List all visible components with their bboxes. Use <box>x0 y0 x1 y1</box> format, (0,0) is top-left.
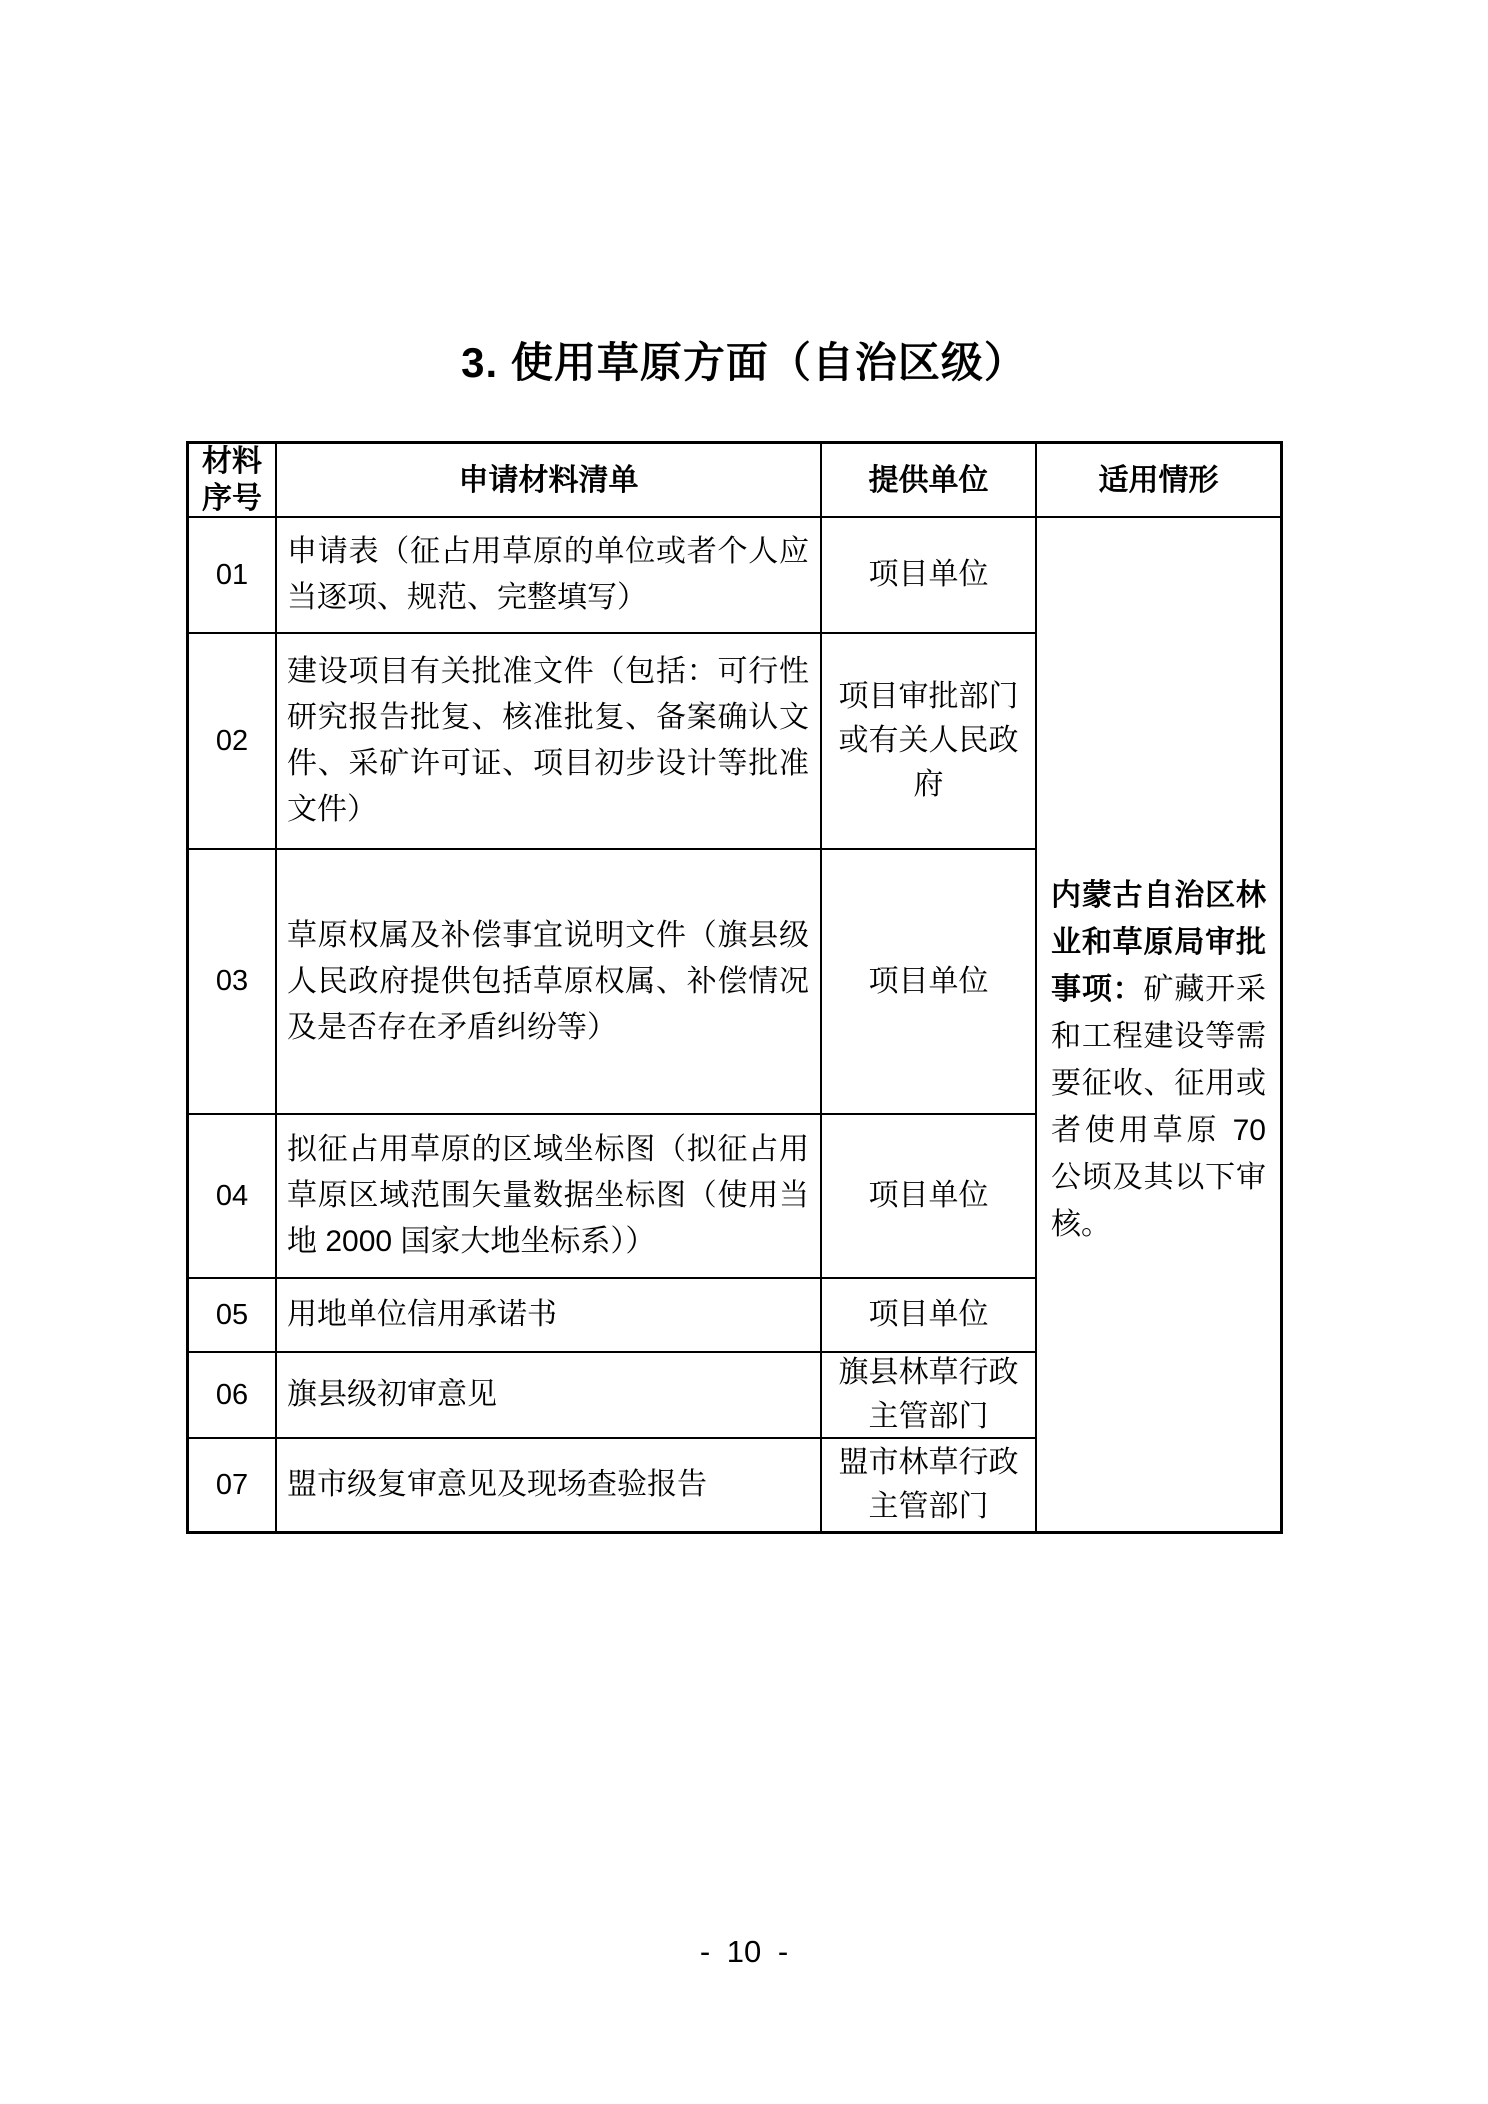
row-01-material-text: 申请表（征占用草原的单位或者个人应当逐项、规范、完整填写） <box>287 535 809 614</box>
applicable-note-body: 矿藏开采和工程建设等需要征收、征用或者使用草原 70 公顷及其以下审核。 <box>1051 972 1266 1241</box>
row-03-provider: 项目单位 <box>822 850 1037 1115</box>
row-05-no: 05 <box>189 1279 277 1353</box>
row-02-provider: 项目审批部门或有关人民政府 <box>822 634 1037 850</box>
row-02-material <box>277 634 822 850</box>
row-04-material-text: 拟征占用草原的区域坐标图（拟征占用草原区域范围矢量数据坐标图（使用当地 2000 国家大地坐标系）） <box>287 1133 809 1258</box>
row-07-no: 07 <box>189 1439 277 1531</box>
row-07-provider: 盟市林草行政主管部门 <box>822 1439 1037 1531</box>
row-05-material <box>277 1279 822 1353</box>
applicable-note-text <box>1051 872 1266 1248</box>
materials-table <box>186 441 1283 1534</box>
row-04-no: 04 <box>189 1115 277 1279</box>
page-number: - 10 - <box>699 1934 789 1969</box>
header-material-no: 材料序号 <box>189 444 277 518</box>
row-06-provider: 旗县林草行政主管部门 <box>822 1353 1037 1439</box>
row-07-material-text: 盟市级复审意见及现场查验报告 <box>287 1468 707 1501</box>
row-01-material <box>277 518 822 634</box>
row-02-material-text: 建设项目有关批准文件（包括：可行性研究报告批复、核准批复、备案确认文件、采矿许可证、项目初步设计等批准文件） <box>287 655 809 826</box>
page-title: 3. 使用草原方面（自治区级） <box>461 339 1027 386</box>
header-material-list: 申请材料清单 <box>277 444 822 518</box>
row-02-no: 02 <box>189 634 277 850</box>
header-applicable: 适用情形 <box>1037 444 1280 518</box>
applicable-note-bold-label: 内蒙古自治区林业和草原局审批事项： <box>1051 878 1266 1006</box>
row-05-provider: 项目单位 <box>822 1279 1037 1353</box>
row-04-material <box>277 1115 822 1279</box>
row-06-material-text: 旗县级初审意见 <box>287 1378 497 1411</box>
row-06-no: 06 <box>189 1353 277 1439</box>
row-06-material <box>277 1353 822 1439</box>
header-provider: 提供单位 <box>822 444 1037 518</box>
row-03-material <box>277 850 822 1115</box>
row-03-no: 03 <box>189 850 277 1115</box>
row-01-provider: 项目单位 <box>822 518 1037 634</box>
row-03-material-text: 草原权属及补偿事宜说明文件（旗县级人民政府提供包括草原权属、补偿情况及是否存在矛盾纠纷等） <box>287 918 809 1044</box>
row-07-material <box>277 1439 822 1531</box>
applicable-note-cell <box>1037 518 1280 1531</box>
row-01-no: 01 <box>189 518 277 634</box>
row-05-material-text: 用地单位信用承诺书 <box>287 1298 557 1331</box>
row-04-provider: 项目单位 <box>822 1115 1037 1279</box>
